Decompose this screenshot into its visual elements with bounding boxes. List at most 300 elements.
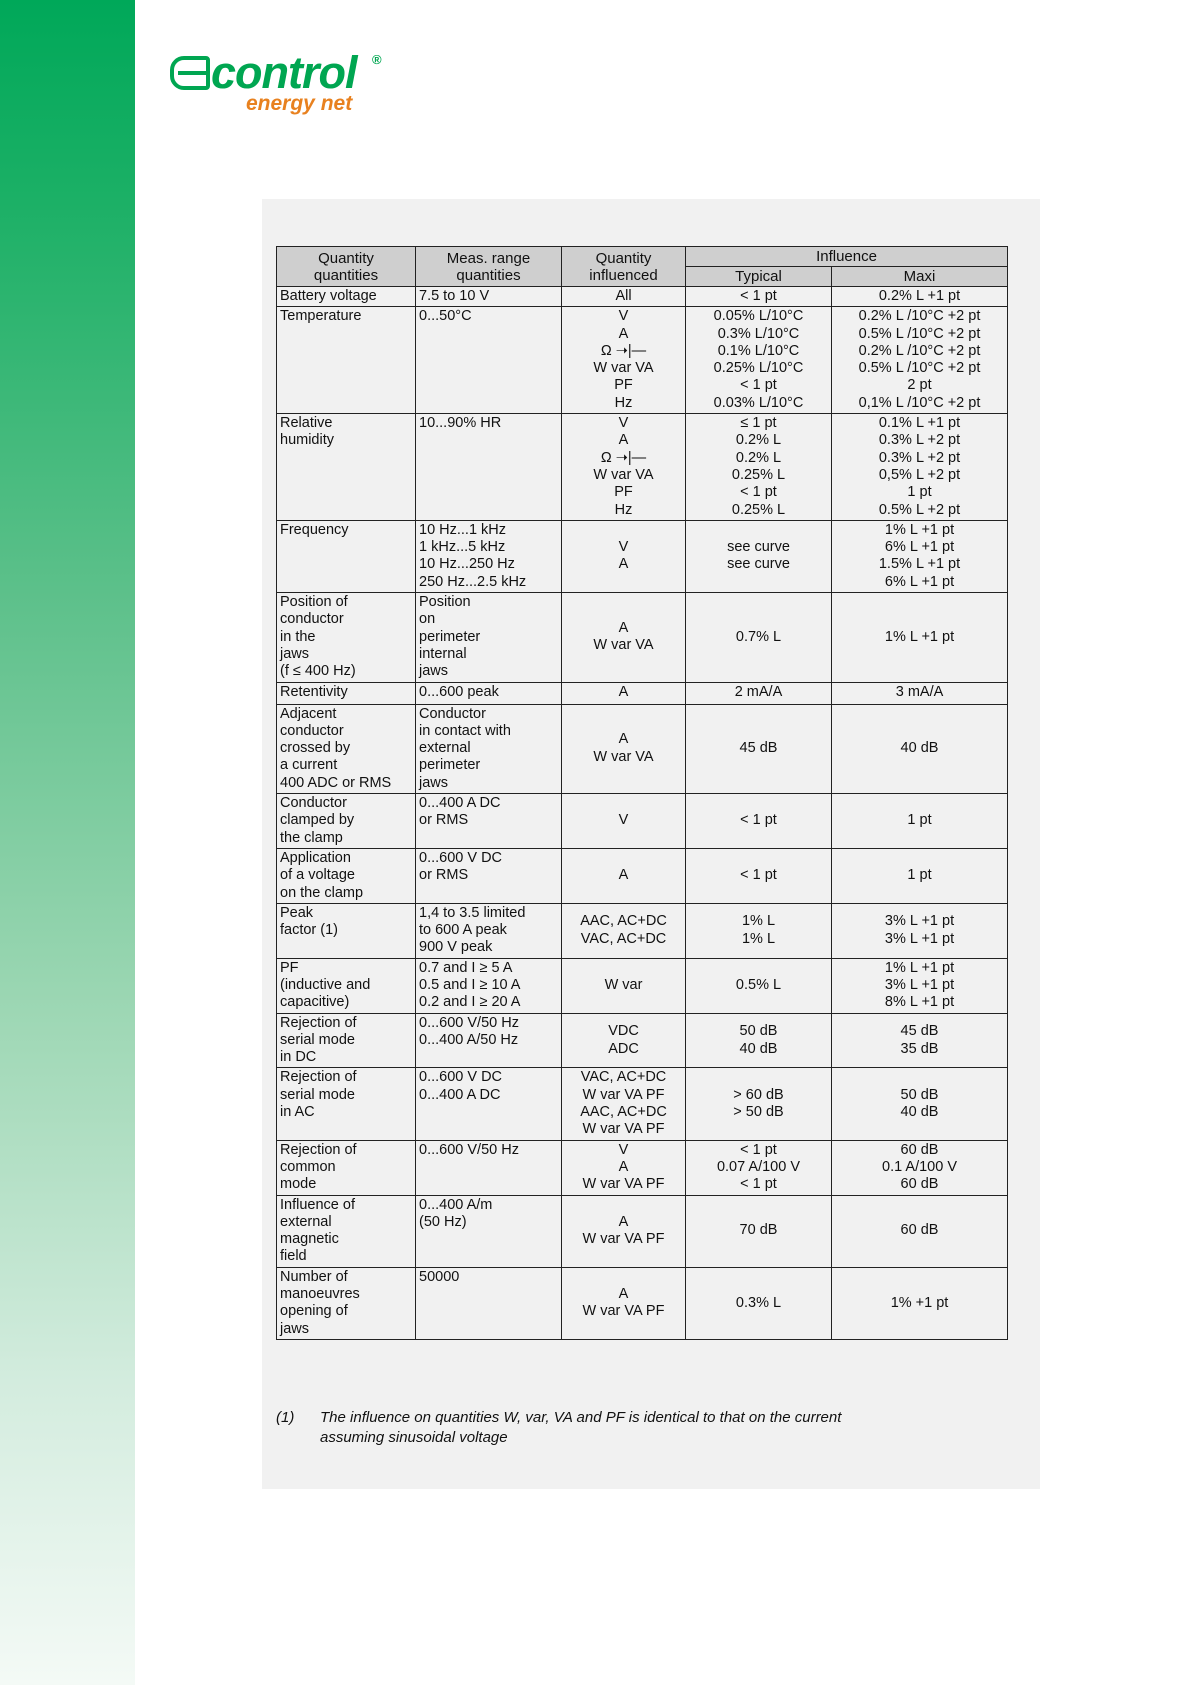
- table-row: [277, 794, 1008, 849]
- cell-line: see curve: [727, 556, 790, 573]
- table-row: [277, 958, 1008, 1013]
- cell-line: 3% L +1 pt: [884, 976, 955, 993]
- typical-cell: [686, 848, 832, 903]
- cell-line: Hz: [614, 501, 633, 518]
- cell-line: 0,1% L /10°C +2 pt: [858, 394, 981, 411]
- maxi-cell: [832, 1068, 1008, 1140]
- cell-line: 35 dB: [900, 1040, 939, 1057]
- quantity-cell: [277, 704, 416, 793]
- cell-line: 250 Hz...2.5 kHz: [419, 573, 527, 590]
- cell-line: or RMS: [419, 812, 469, 829]
- cell-line: in contact with: [419, 722, 511, 739]
- cell-line: < 1 pt: [740, 1176, 777, 1193]
- cell-line: 1% +1 pt: [890, 1294, 949, 1311]
- cell-line: W var VA: [593, 466, 654, 483]
- scanned-table-image: [262, 199, 1040, 1489]
- cell-line: external: [419, 740, 471, 757]
- range-cell: [416, 903, 562, 958]
- cell-line: 0.3% L +2 pt: [878, 449, 961, 466]
- cell-line: 0.1 A/100 V: [882, 1158, 957, 1175]
- cell-line: W var VA PF: [582, 1303, 665, 1320]
- cell-line: 0.2% L: [735, 449, 782, 466]
- cell-line: of a voltage: [280, 867, 355, 884]
- footnote-mark: (1): [276, 1409, 295, 1426]
- cell-line: Influence of: [280, 1196, 355, 1213]
- quantity-cell: [277, 794, 416, 849]
- cell-line: 0...50°C: [419, 308, 472, 325]
- cell-line: 10 Hz...1 kHz: [419, 521, 507, 538]
- influenced-cell: [562, 1267, 686, 1339]
- quantity-cell: [277, 414, 416, 521]
- header-maxi: Maxi: [832, 267, 1008, 287]
- cell-line: (50 Hz): [419, 1213, 467, 1230]
- cell-line: A: [618, 325, 629, 342]
- cell-line: Ω ➝|—: [600, 342, 647, 359]
- cell-line: 1% L: [741, 930, 776, 947]
- cell-line: jaws: [419, 663, 449, 680]
- cell-line: ADC: [608, 1040, 639, 1057]
- maxi-cell: [832, 704, 1008, 793]
- maxi-cell: [832, 682, 1008, 704]
- cell-line: 0...400 A DC: [419, 1086, 501, 1103]
- footnote-line-1: The influence on quantities W, var, VA and PF is identical to that on the current: [320, 1409, 842, 1426]
- cell-line: 40 dB: [900, 1104, 939, 1121]
- table-row: [277, 704, 1008, 793]
- cell-line: W var VA: [593, 637, 654, 654]
- cell-line: A: [618, 731, 629, 748]
- cell-line: A: [618, 1158, 629, 1175]
- cell-line: A: [618, 556, 629, 573]
- cell-line: Conductor: [419, 705, 486, 722]
- cell-line: 0,5% L +2 pt: [878, 466, 961, 483]
- cell-line: 400 ADC or RMS: [280, 774, 392, 791]
- cell-line: 0.5% L /10°C +2 pt: [858, 360, 981, 377]
- quantity-cell: [277, 593, 416, 682]
- cell-line: 0.7% L: [735, 628, 782, 645]
- cell-line: 40 dB: [900, 740, 939, 757]
- typical-cell: [686, 414, 832, 521]
- header-quantity-influenced: Quantity influenced: [562, 247, 686, 287]
- cell-line: factor (1): [280, 922, 339, 939]
- typical-cell: [686, 1267, 832, 1339]
- cell-line: on: [419, 611, 436, 628]
- cell-line: Conductor: [280, 795, 347, 812]
- range-cell: [416, 414, 562, 521]
- range-cell: [416, 794, 562, 849]
- cell-line: 0...400 A/50 Hz: [419, 1031, 519, 1048]
- table-row: [277, 848, 1008, 903]
- maxi-cell: [832, 1140, 1008, 1195]
- cell-line: All: [615, 288, 632, 304]
- table-row: [277, 593, 1008, 682]
- cell-line: < 1 pt: [740, 867, 777, 884]
- cell-line: VAC, AC+DC: [580, 930, 667, 947]
- typical-cell: [686, 307, 832, 414]
- cell-line: 45 dB: [739, 740, 778, 757]
- maxi-cell: [832, 593, 1008, 682]
- cell-line: or RMS: [419, 867, 469, 884]
- cell-line: > 60 dB: [733, 1086, 784, 1103]
- cell-line: W var VA PF: [582, 1176, 665, 1193]
- footnote-line-2: assuming sinusoidal voltage: [320, 1429, 508, 1446]
- cell-line: (inductive and: [280, 976, 371, 993]
- cell-line: Adjacent: [280, 705, 337, 722]
- cell-line: V: [618, 308, 629, 325]
- cell-line: 60 dB: [900, 1176, 939, 1193]
- cell-line: (f ≤ 400 Hz): [280, 663, 356, 680]
- influenced-cell: [562, 287, 686, 307]
- maxi-cell: [832, 848, 1008, 903]
- cell-line: external: [280, 1213, 332, 1230]
- cell-line: < 1 pt: [740, 1141, 777, 1158]
- cell-line: 0.05% L/10°C: [713, 308, 804, 325]
- cell-line: 10 Hz...250 Hz: [419, 556, 515, 573]
- influenced-cell: [562, 1068, 686, 1140]
- cell-line: 70 dB: [739, 1222, 778, 1239]
- range-cell: [416, 307, 562, 414]
- cell-line: 1 pt: [907, 867, 932, 884]
- cell-line: 0...600 V/50 Hz: [419, 1014, 519, 1031]
- cell-line: 1 pt: [907, 812, 932, 829]
- table-row: [277, 520, 1008, 592]
- cell-line: ≤ 1 pt: [740, 415, 777, 432]
- cell-line: 0.1% L +1 pt: [878, 415, 961, 432]
- table-row: [277, 287, 1008, 307]
- header-quantity: Quantity quantities: [277, 247, 416, 287]
- table-row: [277, 682, 1008, 704]
- cell-line: 0...400 A DC: [419, 795, 501, 812]
- cell-line: 3% L +1 pt: [884, 930, 955, 947]
- registered-mark: ®: [372, 52, 382, 67]
- typical-cell: [686, 520, 832, 592]
- cell-line: 3 mA/A: [895, 684, 944, 701]
- cell-line: 0.2% L /10°C +2 pt: [858, 342, 981, 359]
- cell-line: 6% L +1 pt: [884, 573, 955, 590]
- maxi-cell: [832, 307, 1008, 414]
- cell-line: 0.5 and I ≥ 10 A: [419, 976, 521, 993]
- cell-line: 3% L +1 pt: [884, 913, 955, 930]
- influenced-cell: [562, 848, 686, 903]
- maxi-cell: [832, 1013, 1008, 1068]
- cell-line: < 1 pt: [740, 484, 777, 501]
- typical-cell: [686, 794, 832, 849]
- range-cell: [416, 848, 562, 903]
- cell-line: 45 dB: [900, 1023, 939, 1040]
- typical-cell: [686, 1195, 832, 1267]
- header-meas-range: Meas. range quantities: [416, 247, 562, 287]
- cell-line: V: [618, 539, 629, 556]
- cell-line: Rejection of: [280, 1069, 357, 1086]
- cell-line: A: [618, 867, 629, 884]
- table-body: [277, 287, 1008, 1340]
- cell-line: 10...90% HR: [419, 415, 502, 432]
- cell-line: 50 dB: [900, 1086, 939, 1103]
- cell-line: PF: [280, 959, 299, 976]
- cell-line: Position: [419, 594, 471, 611]
- table-header: [277, 247, 1008, 287]
- cell-line: V: [618, 415, 629, 432]
- quantity-cell: [277, 287, 416, 307]
- cell-line: Frequency: [280, 521, 349, 538]
- range-cell: [416, 520, 562, 592]
- maxi-cell: [832, 958, 1008, 1013]
- cell-line: the clamp: [280, 829, 343, 846]
- cell-line: 0.5% L: [735, 976, 782, 993]
- quantity-cell: [277, 682, 416, 704]
- table-row: [277, 307, 1008, 414]
- cell-line: < 1 pt: [740, 812, 777, 829]
- cell-line: perimeter: [419, 628, 481, 645]
- range-cell: [416, 682, 562, 704]
- cell-line: W var VA PF: [582, 1121, 665, 1138]
- table-row: [277, 1267, 1008, 1339]
- influenced-cell: [562, 593, 686, 682]
- quantity-cell: [277, 1140, 416, 1195]
- table-row: [277, 1195, 1008, 1267]
- cell-line: 1% L +1 pt: [884, 521, 955, 538]
- cell-line: 1 pt: [907, 484, 932, 501]
- cell-line: 0.2 and I ≥ 20 A: [419, 994, 521, 1011]
- elcontrol-logo: [170, 47, 400, 120]
- typical-cell: [686, 903, 832, 958]
- influenced-cell: [562, 958, 686, 1013]
- typical-cell: [686, 593, 832, 682]
- influence-table: [276, 246, 1008, 1340]
- cell-line: 0.3% L +2 pt: [878, 432, 961, 449]
- cell-line: 0.2% L +1 pt: [878, 288, 961, 304]
- cell-line: PF: [614, 484, 633, 501]
- cell-line: mode: [280, 1176, 317, 1193]
- cell-line: W var VA: [593, 360, 654, 377]
- cell-line: W var: [604, 976, 643, 993]
- cell-line: A: [618, 1286, 629, 1303]
- cell-line: 0...400 A/m: [419, 1196, 493, 1213]
- quantity-cell: [277, 1013, 416, 1068]
- range-cell: [416, 1140, 562, 1195]
- cell-line: 0...600 V DC: [419, 849, 503, 866]
- cell-line: 0...600 V/50 Hz: [419, 1141, 519, 1158]
- range-cell: [416, 1068, 562, 1140]
- cell-line: 0.25% L/10°C: [713, 360, 804, 377]
- logo-wordmark: control: [170, 50, 357, 96]
- cell-line: crossed by: [280, 740, 351, 757]
- influenced-cell: [562, 1195, 686, 1267]
- cell-line: 2 mA/A: [734, 684, 783, 701]
- cell-line: magnetic: [280, 1231, 339, 1248]
- cell-line: 900 V peak: [419, 939, 493, 956]
- cell-line: 0.1% L/10°C: [717, 342, 800, 359]
- cell-line: serial mode: [280, 1086, 355, 1103]
- cell-line: in AC: [280, 1104, 315, 1121]
- typical-cell: [686, 1068, 832, 1140]
- cell-line: > 50 dB: [733, 1104, 784, 1121]
- cell-line: < 1 pt: [740, 377, 777, 394]
- header-influence: Influence: [686, 247, 1008, 267]
- quantity-cell: [277, 1068, 416, 1140]
- influenced-cell: [562, 682, 686, 704]
- cell-line: Peak: [280, 904, 314, 921]
- cell-line: jaws: [280, 645, 310, 662]
- cell-line: 40 dB: [739, 1040, 778, 1057]
- quantity-cell: [277, 958, 416, 1013]
- influenced-cell: [562, 414, 686, 521]
- header-typical: Typical: [686, 267, 832, 287]
- maxi-cell: [832, 903, 1008, 958]
- maxi-cell: [832, 1267, 1008, 1339]
- cell-line: VDC: [608, 1023, 639, 1040]
- influenced-cell: [562, 1140, 686, 1195]
- typical-cell: [686, 704, 832, 793]
- cell-line: V: [618, 1141, 629, 1158]
- footnote: [276, 1408, 1016, 1448]
- table-row: [277, 1013, 1008, 1068]
- cell-line: 50000: [419, 1268, 460, 1285]
- cell-line: conductor: [280, 611, 344, 628]
- cell-line: VAC, AC+DC: [580, 1069, 667, 1086]
- maxi-cell: [832, 520, 1008, 592]
- cell-line: 0...600 V DC: [419, 1069, 503, 1086]
- typical-cell: [686, 682, 832, 704]
- cell-line: 0.03% L/10°C: [713, 394, 804, 411]
- quantity-cell: [277, 520, 416, 592]
- cell-line: capacitive): [280, 994, 350, 1011]
- cell-line: 0.5% L /10°C +2 pt: [858, 325, 981, 342]
- cell-line: A: [618, 619, 629, 636]
- cell-line: a current: [280, 757, 338, 774]
- cell-line: Temperature: [280, 308, 362, 325]
- cell-line: 60 dB: [900, 1141, 939, 1158]
- maxi-cell: [832, 794, 1008, 849]
- influenced-cell: [562, 704, 686, 793]
- cell-line: 0...600 peak: [419, 683, 499, 700]
- cell-line: internal: [419, 645, 467, 662]
- cell-line: 1.5% L +1 pt: [878, 556, 961, 573]
- range-cell: [416, 593, 562, 682]
- cell-line: PF: [614, 377, 633, 394]
- cell-line: 0.25% L: [731, 501, 786, 518]
- cell-line: AAC, AC+DC: [580, 1104, 667, 1121]
- quantity-cell: [277, 903, 416, 958]
- cell-line: 2 pt: [907, 377, 932, 394]
- cell-line: A: [618, 432, 629, 449]
- cell-line: on the clamp: [280, 884, 364, 901]
- cell-line: 0.3% L/10°C: [717, 325, 800, 342]
- cell-line: A: [618, 1213, 629, 1230]
- cell-line: Position of: [280, 594, 348, 611]
- logo-e-mark-icon: [170, 56, 210, 90]
- quantity-cell: [277, 1267, 416, 1339]
- range-cell: [416, 1195, 562, 1267]
- influenced-cell: [562, 1013, 686, 1068]
- cell-line: 7.5 to 10 V: [419, 288, 490, 304]
- cell-line: humidity: [280, 432, 334, 449]
- influenced-cell: [562, 307, 686, 414]
- cell-line: 0.3% L: [735, 1294, 782, 1311]
- cell-line: in the: [280, 628, 316, 645]
- cell-line: Hz: [614, 394, 633, 411]
- cell-line: common: [280, 1158, 336, 1175]
- cell-line: 50 dB: [739, 1023, 778, 1040]
- cell-line: clamped by: [280, 812, 355, 829]
- cell-line: 0.7 and I ≥ 5 A: [419, 959, 513, 976]
- cell-line: jaws: [280, 1320, 310, 1337]
- cell-line: 0.5% L +2 pt: [878, 501, 961, 518]
- quantity-cell: [277, 307, 416, 414]
- quantity-cell: [277, 848, 416, 903]
- table-row: [277, 1068, 1008, 1140]
- influenced-cell: [562, 520, 686, 592]
- cell-line: Relative: [280, 415, 333, 432]
- cell-line: to 600 A peak: [419, 922, 507, 939]
- range-cell: [416, 958, 562, 1013]
- maxi-cell: [832, 287, 1008, 307]
- cell-line: Ω ➝|—: [600, 449, 647, 466]
- influenced-cell: [562, 903, 686, 958]
- cell-line: jaws: [419, 774, 449, 791]
- cell-line: 60 dB: [900, 1222, 939, 1239]
- cell-line: W var VA PF: [582, 1231, 665, 1248]
- cell-line: 1% L +1 pt: [884, 628, 955, 645]
- quantity-cell: [277, 1195, 416, 1267]
- cell-line: A: [618, 684, 629, 701]
- green-side-band: [0, 0, 135, 1685]
- influenced-cell: [562, 794, 686, 849]
- cell-line: 1% L +1 pt: [884, 959, 955, 976]
- cell-line: Rejection of: [280, 1014, 357, 1031]
- cell-line: in DC: [280, 1049, 317, 1066]
- table-row: [277, 1140, 1008, 1195]
- typical-cell: [686, 958, 832, 1013]
- cell-line: 0.25% L: [731, 466, 786, 483]
- cell-line: Number of: [280, 1268, 348, 1285]
- table-row: [277, 903, 1008, 958]
- cell-line: 0.07 A/100 V: [716, 1158, 801, 1175]
- typical-cell: [686, 1140, 832, 1195]
- cell-line: perimeter: [419, 757, 481, 774]
- range-cell: [416, 704, 562, 793]
- range-cell: [416, 287, 562, 307]
- cell-line: 1 kHz...5 kHz: [419, 539, 506, 556]
- maxi-cell: [832, 414, 1008, 521]
- cell-line: manoeuvres: [280, 1286, 360, 1303]
- cell-line: serial mode: [280, 1031, 355, 1048]
- range-cell: [416, 1013, 562, 1068]
- maxi-cell: [832, 1195, 1008, 1267]
- cell-line: Retentivity: [280, 683, 348, 700]
- typical-cell: [686, 287, 832, 307]
- typical-cell: [686, 1013, 832, 1068]
- cell-line: 1% L: [741, 913, 776, 930]
- cell-line: 8% L +1 pt: [884, 994, 955, 1011]
- table-row: [277, 414, 1008, 521]
- cell-line: field: [280, 1248, 307, 1265]
- cell-line: V: [618, 812, 629, 829]
- cell-line: opening of: [280, 1303, 348, 1320]
- cell-line: 0.2% L: [735, 432, 782, 449]
- cell-line: Rejection of: [280, 1141, 357, 1158]
- cell-line: Battery voltage: [280, 288, 377, 304]
- cell-line: conductor: [280, 722, 344, 739]
- cell-line: 1,4 to 3.5 limited: [419, 904, 526, 921]
- logo-tagline: energy net: [246, 92, 353, 115]
- cell-line: 0.2% L /10°C +2 pt: [858, 308, 981, 325]
- cell-line: see curve: [727, 539, 790, 556]
- cell-line: < 1 pt: [740, 288, 777, 304]
- range-cell: [416, 1267, 562, 1339]
- cell-line: Application: [280, 849, 351, 866]
- cell-line: W var VA: [593, 748, 654, 765]
- cell-line: 6% L +1 pt: [884, 539, 955, 556]
